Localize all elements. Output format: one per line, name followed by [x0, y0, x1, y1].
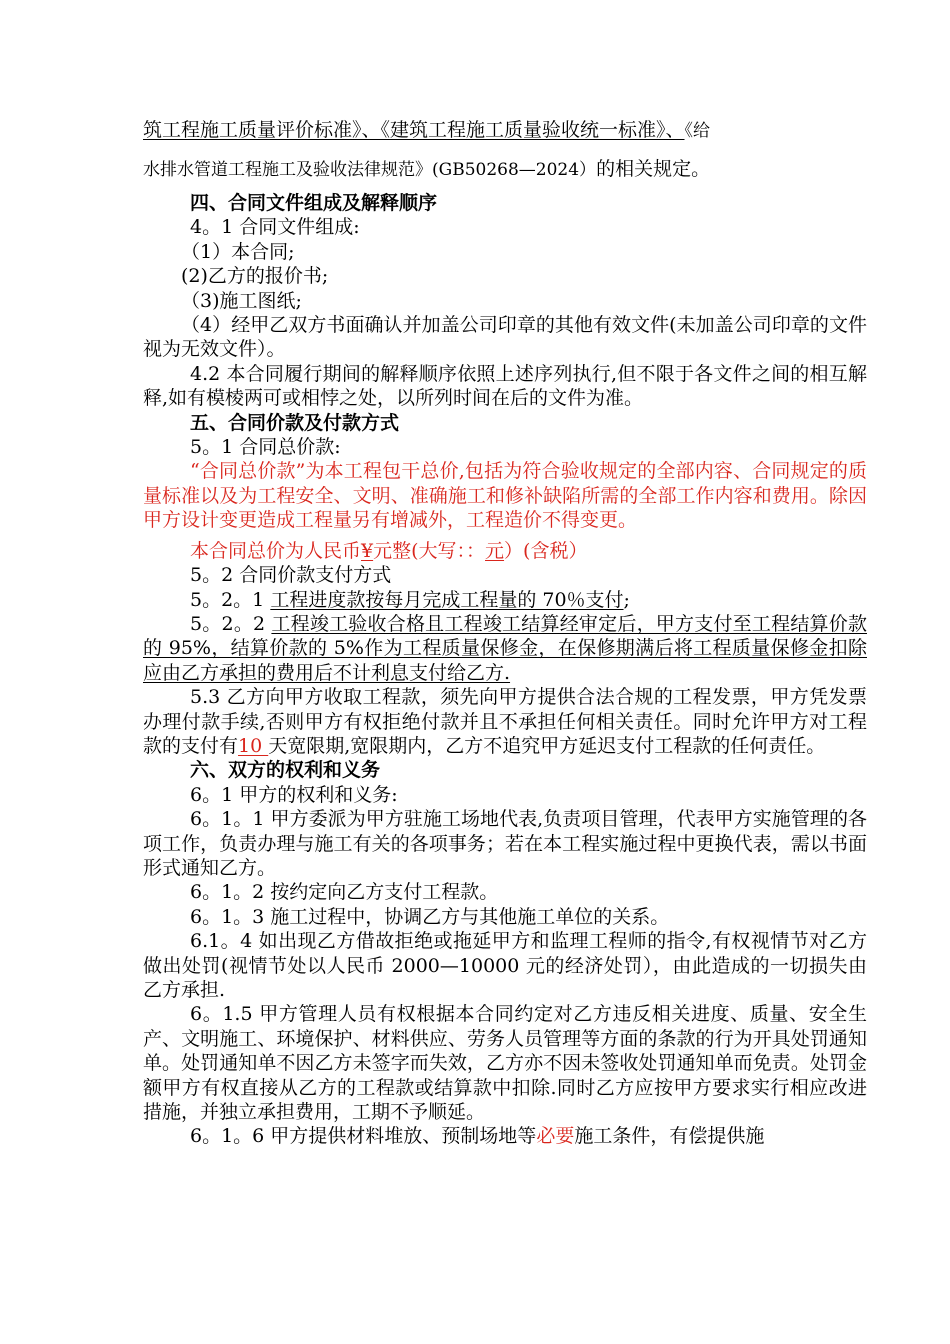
section-5-title: 五、合同价款及付款方式 [190, 411, 400, 434]
yuan-symbol: ¥ [361, 539, 374, 562]
document-body [143, 111, 867, 1149]
clause-number: 5。2。1 [190, 588, 271, 611]
clause-4-1: 4。1 合同文件组成: [190, 216, 360, 239]
clause-5-3 [143, 685, 867, 758]
section-4-title: 四、合同文件组成及解释顺序 [190, 192, 438, 214]
intro-line-2 [143, 150, 867, 189]
final-payment-text: 工程竣工验收合格且工程竣工结算经审定后，甲方支付至工程结算价款的 95%，结算价款的 5%作为工程质量保修金，在保修期满后将工程质量保修金扣除应由乙方承担的费用后不计利息支付给乙方. [143, 612, 867, 684]
total-label: 本合同总价为人民币 [190, 539, 362, 562]
necessary-word: 必要 [536, 1125, 575, 1148]
list-item-2: (2)乙方的报价书; [181, 265, 329, 288]
site-text-end: 施工条件，有偿提供施 [574, 1125, 765, 1148]
clause-6-1-2: 6。1。2 按约定向乙方支付工程款。 [190, 881, 499, 904]
total-price-amount [143, 539, 867, 563]
list-item-4: （4）经甲乙双方书面确认并加盖公司印章的其他有效文件(未加盖公司印章的文件视为无效文件）。 [143, 314, 867, 361]
yuan-unit: 元 [485, 539, 505, 562]
total-price-definition: “合同总价款”为本工程包干总价,包括为符合验收规定的全部内容、合同规定的质量标准以及为工程安全、文明、准确施工和修补缺陷所需的全部工作内容和费用。除因甲方设计变更造成工程量另有增减外，工程造价不得变更。 [143, 460, 867, 532]
standard-names: 筑工程施工质量评价标准》、《建筑工程施工质量验收统一标准》、 [143, 119, 685, 141]
intro-tail: 的相关规定。 [596, 158, 711, 180]
clause-punct: ; [623, 588, 630, 611]
intro-line-1 [143, 111, 867, 150]
clause-6-1-1: 6。1。1 甲方委派为甲方驻施工场地代表,负责项目管理，代表甲方实施管理的各项工作，负责办理与施工有关的各项事务；若在本工程实施过程中更换代表，需以书面形式通知乙方。 [143, 808, 867, 879]
list-item-1: （1）本合同; [181, 240, 295, 263]
progress-payment-text: 工程进度款按每月完成工程量的 70％支付 [270, 588, 624, 611]
clause-6-1-3: 6。1。3 施工过程中，协调乙方与其他施工单位的关系。 [190, 905, 670, 928]
grace-text: 天宽限期,宽限期内，乙方不追究甲方延迟支付工程款的任何责任。 [268, 734, 826, 757]
capital-label: 元整(大写：： [373, 539, 486, 562]
clause-number: 5。2。2 [190, 612, 272, 635]
standard-name-start: 《给 [684, 121, 711, 141]
clause-6-1-6 [143, 1124, 867, 1148]
clause-5-1: 5。1 合同总价款: [190, 436, 341, 459]
tax-note: ）(含税） [504, 539, 588, 562]
section-6-title: 六、双方的权利和义务 [190, 759, 381, 782]
clause-5-2-1 [143, 588, 867, 612]
clause-5-2-2 [143, 612, 867, 685]
invoice-text: 5.3 乙方向甲方收取工程款，须先向甲方提供合法合规的工程发票，甲方凭发票办理付款手续,否则甲方有权拒绝付款并且不承担任何相关责任。同时允许甲方对工程款的支付有 [143, 686, 867, 757]
clause-5-2: 5。2 合同价款支付方式 [190, 564, 392, 587]
clause-6-1-4: 6.1。4 如出现乙方借故拒绝或拖延甲方和监理工程师的指令,有权视情节对乙方做出处罚(视情节处以人民币 2000—10000 元的经济处罚），由此造成的一切损失由乙方承担. [143, 930, 867, 1001]
list-item-3: （3)施工图纸; [181, 289, 302, 312]
clause-6-1: 6。1 甲方的权利和义务: [190, 783, 398, 806]
grace-days: 10 [238, 734, 269, 757]
clause-6-1-5: 6。1.5 甲方管理人员有权根据本合同约定对乙方违反相关进度、质量、安全生产、文明施工、环境保护、材料供应、劳务人员管理等方面的条款的行为开具处罚通知单。处罚通知单不因乙方未签字而失效，乙方亦不因未签收处罚通知单而免责。处罚金额甲方有权直接从乙方的工程款或结算款中扣除.同时乙方应按甲方要求实行相应改进措施，并独立承担费用，工期不予顺延。 [143, 1003, 867, 1124]
clause-4-2: 4.2 本合同履行期间的解释顺序依照上述序列执行,但不限于各文件之间的相互解释,如有模棱两可或相悖之处，以所列时间在后的文件为准。 [143, 362, 867, 410]
standard-name-end: 水排水管道工程施工及验收法律规范》(GB50268—2024） [143, 160, 597, 180]
site-text: 6。1。6 甲方提供材料堆放、预制场地等 [190, 1125, 537, 1148]
